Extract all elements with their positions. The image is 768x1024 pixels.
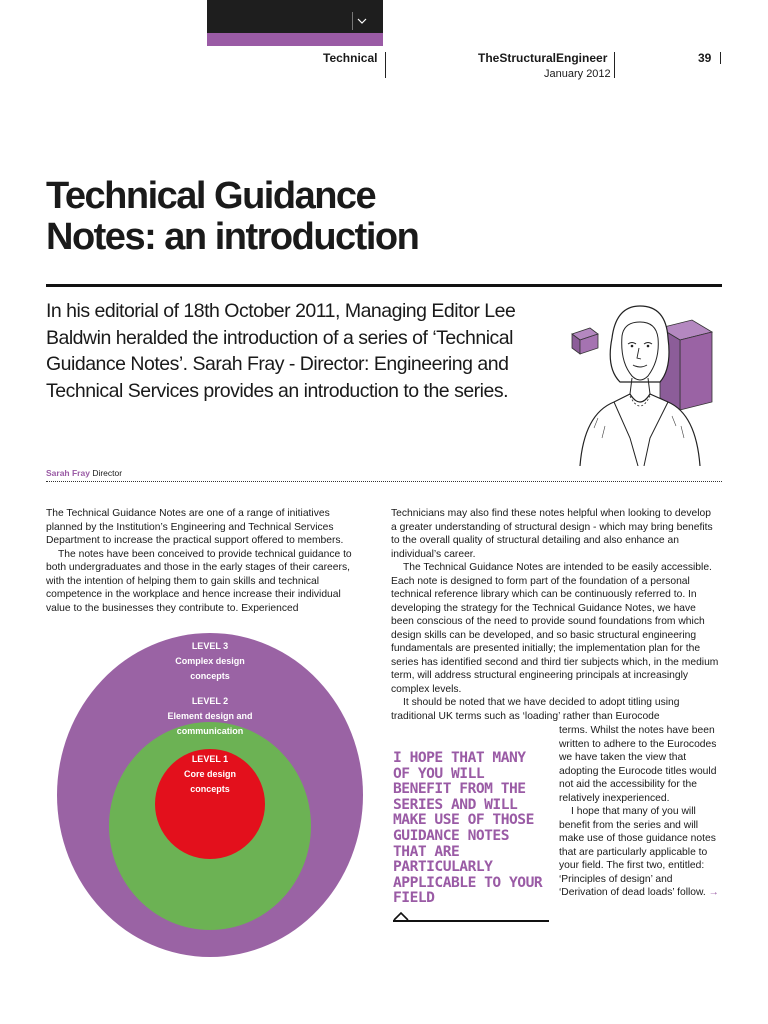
level-1-label bbox=[56, 752, 364, 797]
level-text: communication bbox=[176, 726, 244, 736]
caret-icon bbox=[393, 908, 409, 926]
header-divider bbox=[720, 52, 721, 64]
body-column-3 bbox=[559, 724, 719, 900]
section-label: Technical bbox=[323, 51, 378, 65]
level-heading: LEVEL 2 bbox=[191, 696, 229, 706]
level-3-label bbox=[56, 639, 364, 684]
byline-rule bbox=[46, 481, 722, 482]
level-text: Complex design bbox=[175, 656, 245, 666]
author-name: Sarah Fray bbox=[46, 468, 90, 478]
title-line: Technical Guidance bbox=[46, 175, 376, 217]
paragraph: Technicians may also find these notes helpful when looking to develop a greater understanding of structural design - which may bring benefits to the overall quality of structural detailing and also enhance an individual’s career. bbox=[391, 508, 713, 560]
author-role: Director bbox=[92, 468, 123, 478]
level-text: concepts bbox=[190, 784, 230, 794]
standfirst: In his editorial of 18th October 2011, Managing Editor Lee Baldwin heralded the introduction of a series of ‘Technical Guidance Notes’. Sarah Fray - Director: Engineering and Technical Services provides an introduction to the series. bbox=[46, 300, 516, 402]
paragraph: terms. Whilst the notes have been written to adhere to the Eurocodes we have taken the view that adopting the Eurocode titles would not aid the accessibility for the relatively inexperienced. bbox=[559, 725, 717, 804]
paragraph: It should be noted that we have decided to adopt titling using traditional UK terms such as ‘loading’ rather than Eurocode bbox=[391, 697, 680, 722]
arrow-right-icon[interactable]: → bbox=[708, 887, 719, 898]
level-heading: LEVEL 3 bbox=[191, 641, 229, 651]
chevron-down-icon[interactable] bbox=[352, 12, 371, 30]
pull-quote: I HOPE THAT MANY OF YOU WILL BENEFIT FROM THE SERIES AND WILL MAKE USE OF THOSE GUIDANCE NOTES THAT ARE PARTICULARLY APPLICABLE TO YOUR FIELD bbox=[393, 749, 543, 907]
title-line: Notes: an introduction bbox=[46, 216, 419, 258]
levels-diagram bbox=[56, 632, 364, 958]
author-portrait bbox=[550, 298, 725, 466]
paragraph-text: I hope that many of you will benefit from the series and will make use of those guidance notes that are particularly applicable to your field. The first two, entitled: ‘Principles of design’ and ‘Derivation of dead loads’ follow. bbox=[559, 806, 716, 898]
header-divider bbox=[385, 52, 386, 78]
level-text: concepts bbox=[190, 671, 230, 681]
paragraph: The Technical Guidance Notes are one of a range of initiatives planned by the Institution’s Engineering and Technical Services Department to increase the practical support offered to members. bbox=[46, 508, 344, 546]
page-title bbox=[46, 176, 706, 258]
title-rule bbox=[46, 284, 722, 287]
paragraph bbox=[559, 805, 719, 900]
level-heading: LEVEL 1 bbox=[191, 754, 229, 764]
paragraph: The Technical Guidance Notes are intended to be easily accessible. Each note is designed to form part of the foundation of a personal technical reference library which can be continuously referred to. In developing the strategy for the Technical Guidance Notes, we have been conscious of the need to provide sound foundations from which design skills can be developed, and so basic structural engineering fundamentals are presented initially; the implementation plan for the series has identified second and third tier subjects which, in the medium term, will address structural engineering principals at increasingly complex levels. bbox=[391, 562, 719, 695]
level-2-label bbox=[56, 694, 364, 739]
issue-date: January 2012 bbox=[544, 68, 611, 80]
magazine-name: TheStructuralEngineer bbox=[478, 51, 608, 65]
page-number: 39 bbox=[698, 51, 712, 65]
body-column-2 bbox=[391, 507, 719, 723]
level-text: Element design and bbox=[167, 711, 253, 721]
pull-quote-rule bbox=[393, 920, 549, 922]
byline bbox=[46, 468, 122, 478]
body-column-1 bbox=[46, 507, 364, 615]
level-text: Core design bbox=[183, 769, 236, 779]
paragraph: The notes have been conceived to provide technical guidance to both undergraduates and those in the early stages of their careers, with the intention of helping them to gain skills and technical competence in the workplace and hence increase their individual value to the businesses they contribute to. Experienced bbox=[46, 548, 352, 614]
header-divider bbox=[614, 52, 615, 78]
header-tab-accent bbox=[207, 33, 383, 46]
